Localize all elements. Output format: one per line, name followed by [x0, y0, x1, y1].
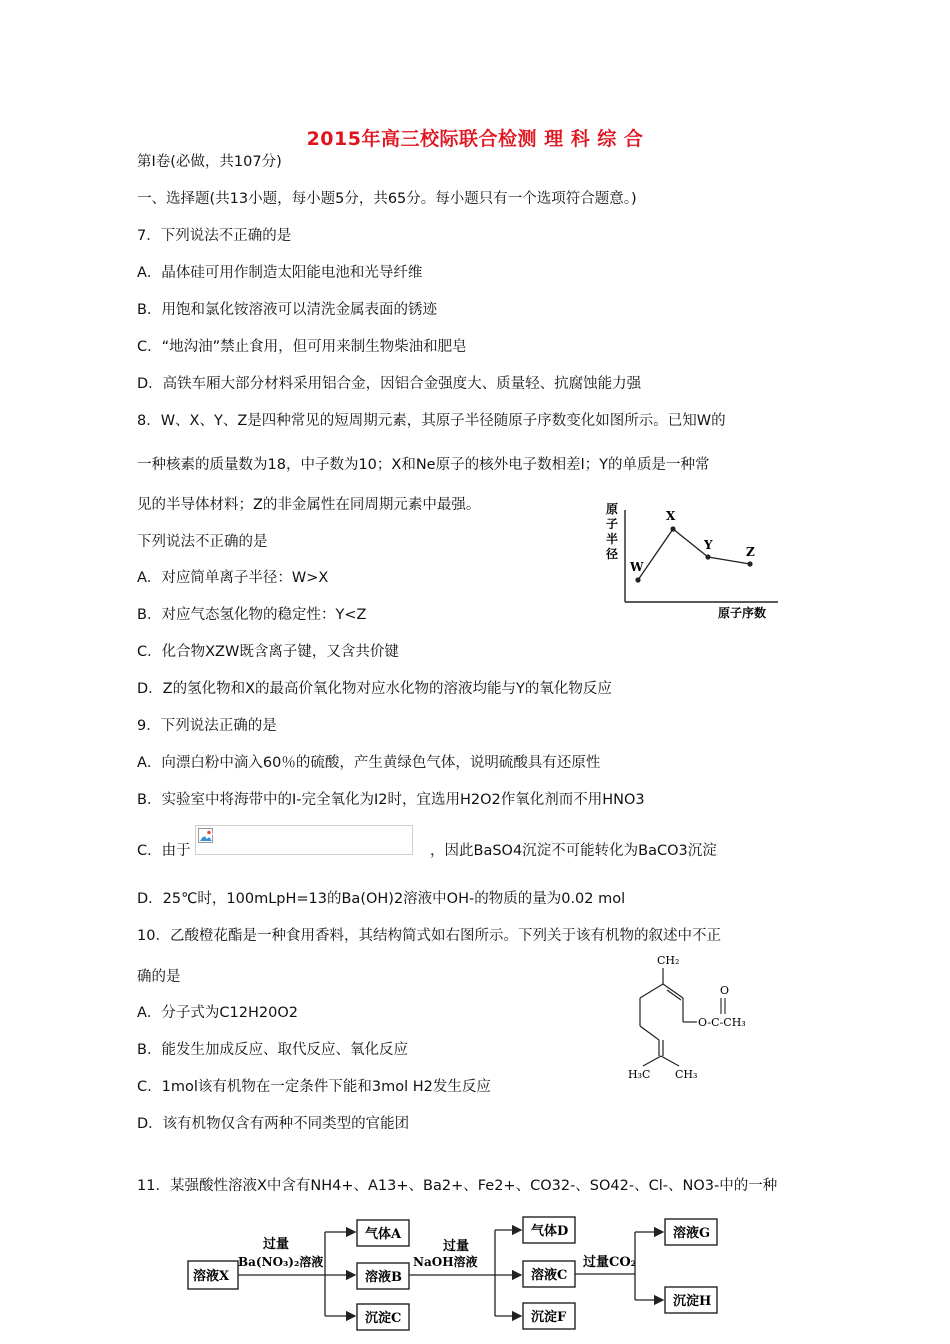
- point-z: [747, 561, 752, 566]
- box-solution-c-label: 溶液C: [531, 1268, 568, 1283]
- x-axis-label: 原子序数: [718, 606, 767, 620]
- point-y: [705, 554, 710, 559]
- radius-line: [638, 529, 750, 580]
- q9-option-c-suffix: ，因此BaSO4沉淀不可能转化为BaCO3沉淀: [430, 843, 717, 859]
- q10-option-a: A．分子式为C12H20O2: [137, 1005, 298, 1021]
- q10-option-c: C．1mol该有机物在一定条件下能和3mol H2发生反应: [137, 1079, 491, 1095]
- flow-chart: [185, 1208, 745, 1344]
- box-precipitate-f-label: 沉淀F: [531, 1310, 567, 1325]
- y-label-char: 径: [606, 547, 619, 561]
- point-label-w: W: [630, 560, 644, 574]
- q8-option-c: C．化合物XZW既含离子键，又含共价键: [137, 644, 399, 660]
- q11-stem: 11．某强酸性溶液X中含有NH4+、A13+、Ba2+、Fe2+、CO32-、SO42-、Cl-、NO3-中的一种: [137, 1178, 778, 1194]
- q7-option-b: B．用饱和氯化铵溶液可以清洗金属表面的锈迹: [137, 302, 437, 318]
- q7-option-a: A．晶体硅可用作制造太阳能电池和光导纤维: [137, 265, 423, 281]
- point-w: [635, 577, 640, 582]
- q8-option-b: B．对应气态氢化物的稳定性：Y<Z: [137, 607, 367, 623]
- formula-h3c: H₃C: [628, 1068, 651, 1081]
- q9-option-b: B．实验室中将海带中的I-完全氧化为I2时，宜选用H2O2作氧化剂而不用HNO3: [137, 792, 645, 808]
- box-gas-d-label: 气体D: [531, 1224, 569, 1239]
- point-label-x: X: [666, 509, 676, 523]
- q9-option-a: A．向漂白粉中滴入60％的硫酸，产生黄绿色气体，说明硫酸具有还原性: [137, 755, 601, 771]
- formula-ester: O-C-CH₃: [698, 1016, 746, 1029]
- box-solution-x-label: 溶液X: [193, 1269, 230, 1284]
- y-label-char: 原: [606, 502, 619, 516]
- q8-question: 下列说法不正确的是: [137, 534, 268, 550]
- step1-label-top: 过量: [263, 1237, 290, 1252]
- box-precipitate-c-label: 沉淀C: [365, 1311, 402, 1326]
- box-precipitate-h-label: 沉淀H: [673, 1294, 712, 1309]
- broken-image-placeholder: [195, 825, 413, 855]
- q7-option-d: D．高铁车厢大部分材料采用铝合金，因铝合金强度大、质量轻、抗腐蚀能力强: [137, 376, 642, 392]
- q7-option-c: C．“地沟油”禁止食用，但可用来制生物柴油和肥皂: [137, 339, 467, 355]
- step3-label: 过量CO₂: [583, 1255, 637, 1270]
- q10-option-b: B．能发生加成反应、取代反应、氧化反应: [137, 1042, 408, 1058]
- instructions: 一、选择题(共13小题，每小题5分，共65分。每小题只有一个选项符合题意。): [137, 191, 637, 207]
- q10-stem-2: 确的是: [137, 969, 181, 985]
- q8-stem-3: 见的半导体材料；Z的非金属性在同周期元素中最强。: [137, 497, 481, 513]
- q7-stem: 7．下列说法不正确的是: [137, 228, 292, 244]
- step1-label-bottom: Ba(NO₃)₂溶液: [238, 1255, 324, 1269]
- box-solution-g-label: 溶液G: [673, 1226, 711, 1241]
- box-gas-a-label: 气体A: [365, 1227, 402, 1242]
- point-label-z: Z: [746, 545, 755, 559]
- point-label-y: Y: [704, 538, 713, 552]
- point-x: [670, 526, 675, 531]
- q8-stem-1: 8．W、X、Y、Z是四种常见的短周期元素，其原子半径随原子序数变化如图所示。已知W的: [137, 413, 726, 429]
- q9-option-c-prefix: C．由于: [137, 843, 191, 859]
- q8-option-a: A．对应简单离子半径：W>X: [137, 570, 329, 586]
- section-heading: 第I卷(必做，共107分): [137, 154, 282, 170]
- step2-label-bottom: NaOH溶液: [413, 1255, 478, 1269]
- formula-ch2: CH₂: [657, 954, 680, 967]
- q8-option-d: D．Z的氢化物和X的最高价氧化物对应水化物的溶液均能与Y的氧化物反应: [137, 681, 612, 697]
- q8-stem-2: 一种核素的质量数为18，中子数为10；X和Ne原子的核外电子数相差l；Y的单质是一种常: [137, 457, 710, 473]
- q10-option-d: D．该有机物仅含有两种不同类型的官能团: [137, 1116, 410, 1132]
- structural-formula: [625, 948, 770, 1088]
- box-solution-b-label: 溶液B: [365, 1270, 402, 1285]
- q9-option-d: D．25℃时，100mLpH=13的Ba(OH)2溶液中OH-的物质的量为0.02 mol: [137, 891, 626, 907]
- atomic-radius-graph: [598, 492, 803, 622]
- step2-label-top: 过量: [443, 1239, 470, 1254]
- y-label-char: 子: [606, 517, 619, 531]
- page-title: 2015年高三校际联合检测 理 科 综 合: [306, 128, 644, 150]
- broken-image-icon: [198, 828, 214, 844]
- formula-ch3: CH₃: [675, 1068, 698, 1081]
- q10-stem-1: 10．乙酸橙花酯是一种食用香料，其结构简式如右图所示。下列关于该有机物的叙述中不正: [137, 928, 721, 944]
- q9-stem: 9．下列说法正确的是: [137, 718, 277, 734]
- y-label-char: 半: [606, 532, 619, 546]
- formula-carbonyl-o: O: [720, 984, 730, 997]
